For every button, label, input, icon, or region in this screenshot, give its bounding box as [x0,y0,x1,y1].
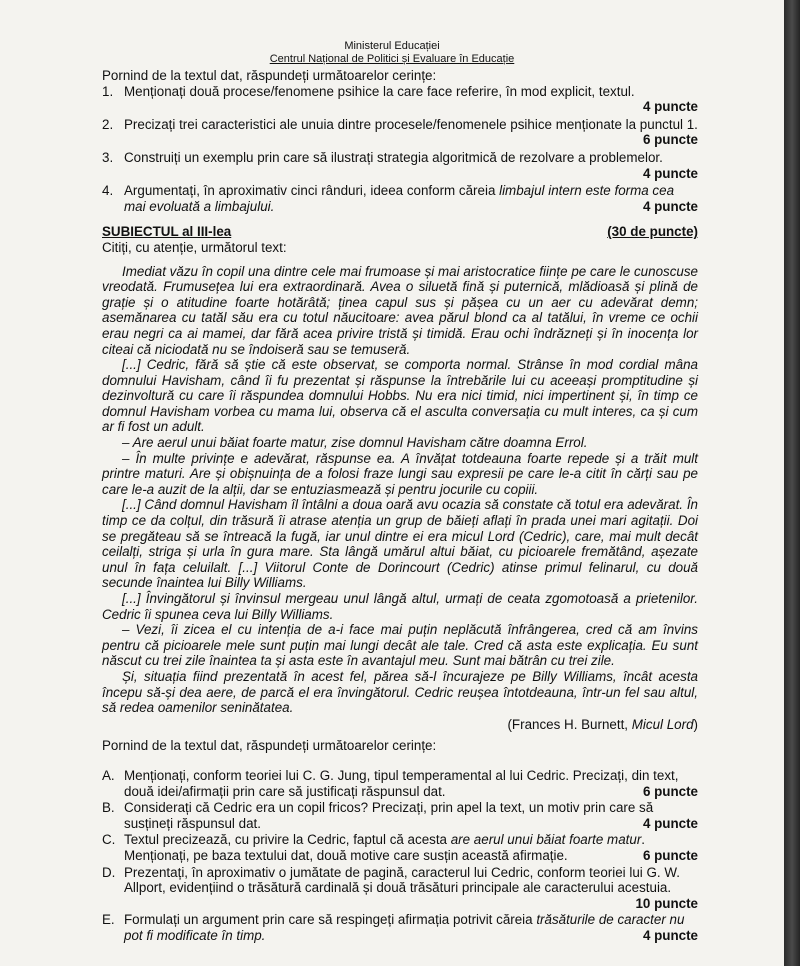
task-c-points: 6 puncte [642,847,698,863]
story-paragraph: [...] Învingătorul și învinsul mergeau unul lângă altul, urmați de ceata zgomotoasă a prietenilor. Cedric îi spunea ceva lui Billy Williams. [102,591,698,622]
question-1-points: 4 puncte [642,99,698,115]
task-b: B. Considerați că Cedric era un copil fricos? Precizați, prin apel la text, un motiv prin care să susțineți răspunsul dat. 4 puncte [102,800,698,831]
part2-intro: Pornind de la textul dat, răspundeți următoarelor cerințe: [102,68,437,83]
task-a: A. Menționați, conform teoriei lui C. G. Jung, tipul temperamental al lui Cedric. Precizați, din text, două idei/afirmații prin care să justificați răspunsul dat. 6 puncte [102,767,698,799]
subject-3-heading [102,224,698,240]
task-e-points: 4 puncte [642,927,698,943]
question-3-points: 4 puncte [642,165,698,181]
subject-3-title: SUBIECTUL al III-lea [102,224,232,240]
photo-edge [784,0,800,966]
story-paragraph: Și, situația fiind prezentată în acest fel, părea să-l încurajeze pe Billy Williams, încât acesta începu să-și dea aere, de parcă el era învingătorul. Cedric reușea întotdeauna, într-un fel sau altul, să redea oamenilor seninătatea. [102,668,698,716]
question-1: 1. Menționați două procese/fenomene psihice la care face referire, în mod explicit, textul. [102,83,635,99]
question-2: 2. Precizați trei caracteristici ale unuia dintre procesele/fenomenele psihice menționate la punctul 1. [102,116,698,132]
task-b-points: 4 puncte [642,815,698,831]
subject-3-instruction: Citiți, cu atenție, următorul text: [102,239,287,255]
story-text [102,264,698,716]
task-e: E. Formulați un argument prin care să respingeți afirmația potrivit căreia trăsăturile de caracter nu pot fi modificate în timp. 4 puncte [102,912,698,943]
task-list [102,768,698,944]
task-d: D. Prezentați, în aproximativ o jumătate de pagină, caracterul lui Cedric, conform teoriei lui G. W. Allport, evidențiind o trăsătură cardinală și două trăsături principale ale caracterului acestuia. [102,864,680,896]
page-header [0,40,784,66]
center-name: Centrul Național de Politici și Evaluare în Educație [269,53,515,65]
task-a-points: 6 puncte [642,783,698,799]
part3-intro: Pornind de la textul dat, răspundeți următoarelor cerințe: [102,738,437,754]
question-3: 3. Construiți un exemplu prin care să ilustrați strategia algoritmică de rezolvare a problemelor. [102,149,663,165]
task-d-points: 10 puncte [635,895,698,911]
story-paragraph: [...] Cedric, fără să știe că este observat, se comporta normal. Strânse în mod cordial mâna domnului Havisham, când îi fu prezentat și răspunse la întrebările lui cu aceeași promptitudine și dezinvoltură cu care îi răspundea domnului Hobbs. Nu era nici timid, nici impertinent și, în timp ce domnul Havisham vorbea cu mama lui, observa că el asculta conversația cu mult interes, ca și cum ar fi fost un adult. [102,357,698,435]
story-paragraph: Imediat văzu în copil una dintre cele mai frumoase și mai aristocratice ființe pe care le cunoscuse vreodată. Frumusețea lui era extraordinară. Avea o siluetă fină și puternică, mlădioasă și plină de grație și o atitudine foarte hotărâtă; ținea capul sus și pășea cu un aer cu adevărat demn; asemănarea cu tatăl său era cu totul năucitoare: avea părul blond ca al tatălui, în vreme ce ochii erau negri ca ai mamei, dar fără acea privire tristă și timidă. Erau ochi îndrăzneți și în inocența lor citeai că niciodată nu se îndoiseră sau se temuseră. [102,263,698,357]
question-2-points: 6 puncte [642,132,698,148]
story-paragraph: – Vezi, îi zicea el cu intenția de a-i face mai puțin neplăcută înfrângerea, cred că am învins pentru că picioarele mele sunt puțin mai lungi decât ale tale. Cred că asta este explicația. Eu sunt născut cu trei zile înaintea ta și asta este în avantajul meu. Sunt mai bătrân cu trei zile. [102,622,698,669]
question-4-points: 4 puncte [642,198,698,214]
question-4: 4. Argumentați, în aproximativ cinci rânduri, ideea conform căreia limbajul intern este forma cea mai evoluată a limbajului. 4 puncte [102,183,698,214]
story-paragraph: – Are aerul unui băiat foarte matur, zise domnul Havisham către doamna Errol. [122,435,588,451]
story-paragraph: [...] Când domnul Havisham îl întâlni a doua oară avu ocazia să constate că totul era adevărat. În timp ce da colțul, din trăsură îi atrase atenția un grup de băieți aflați în prada unei mari agitații. Doi se pregăteau să se întreacă la fugă, iar unul dintre ei era micul Lord (Cedric), care, mai mult decât ceilalți, striga și urla în gura mare. Sta lângă umărul altui băiat, cu picioarele fremătând, așezate unul în fața celuilalt. [...] Viitorul Conte de Dorincourt (Cedric) atinse primul felinarul, cu două secunde înaintea lui Billy Williams. [102,497,698,591]
ministry-name: Ministerul Educației [344,40,440,52]
subject-3-points: (30 de puncte) [607,224,698,240]
page-content [102,68,698,943]
story-source: (Frances H. Burnett, Micul Lord) [507,716,698,732]
task-c: C. Textul precizează, cu privire la Cedric, faptul că acesta are aerul unui băiat foarte matur. Menționați, pe baza textului dat, două motive care susțin această afirmație. 6 puncte [102,832,698,863]
story-paragraph: – În multe privințe e adevărat, răspunse ea. A învățat totdeauna foarte repede și a trăit mult printre maturi. Are și obișnuința de a folosi fraze lungi sau expresii pe care le-a citit în cărți sau pe care le-a auzit de la alții, dar se entuziasmează și pentru jocurile cu copiii. [102,450,698,497]
